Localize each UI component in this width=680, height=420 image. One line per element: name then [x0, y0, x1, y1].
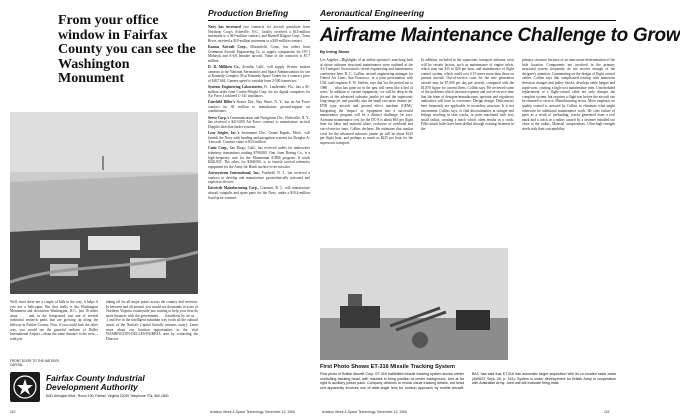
briefing-item: Conic Corp., San Diego, Calif., has received orders for underwater telemetry transmitters totaling $790,000. One, from Boeing Co., is a high-frequency unit for the Minuteman ICBM program. It totals $426,835. The other, for $368,000, is to furnish tactical telemetry equipment for the Army for Hawk surface-to-air missiles.	[208, 146, 310, 169]
article-column-1: Los Angeles—Highlights of an airline operator's searching look at future airframe structural maintenance were outlined at the Air Transport Association's recent engineering and maintenance conference here. R. C. Collins, aircraft engineering manager for United Air Lines, San Francisco, in a joint presentation with UAL staff engineer E. W. Steffen, says that 'for the period out to 1980 . . . what has gone on in the past will seem like a bed of roses.' In addition to current equipment, 'we will be deep in the throes of the advanced subsonic jumbo jet and the supersonic long-range jet, and possibly also the small executive charter jet.' $708 type aircraft and ground effect machine (GEM).' Integrating the 'impact' of equipment into a successful maintenance program will be a distinct challenge, he says. Airframe maintenance cost for the DC-8 is about $65 per flight hour for labor and material alone, exclusive of overhead and out-of-service time, Collins declares. He estimates that similar costs for the advanced subsonic jumbo jet will be about $125 per flight hour, and perhaps as much as $225 per hour for the supersonic transport.	[320, 58, 413, 145]
briefing-item: Kansas Aircraft Corp., Bloomfield, Conn., has orders from Grumman Aircraft Engineering Co. to supply components for OV-1 Mohawk and A-6A Intruder aircraft. Value of the contracts is $7.7 million.	[208, 44, 310, 63]
missile-tracking-photo-art	[320, 248, 508, 360]
briefing-item: D. B. Milliken Co., Arcadia, Calif., will supply 16-mm. motion cameras to the National Aeronautics and Space Administration for use at Kennedy Complex 39 at Kennedy Space Center for a contract price of $267,684. Camera speed is variable from 2-500 frames/sec.	[208, 64, 310, 83]
fairfax-seal-logo	[10, 372, 40, 402]
aeronautical-engineering-article	[320, 8, 680, 408]
advertisement	[10, 8, 198, 408]
production-briefing-items	[208, 25, 310, 200]
briefing-item: Lear Siegler, Inc.'s Instrument Div., Grand Rapids, Mich., will furnish the Navy with heading and navigation systems for Douglas A-4 aircraft. Contract value is $3.6 million.	[208, 131, 310, 145]
briefing-item: Fairchild Hiller's Stratos Div., Bay Shore, N. Y., has an Air Force contract for $1 million to manufacture ground-support air conditioners.	[208, 100, 310, 114]
left-magazine-footer: Aviation Week & Space Technology, December 12, 1966	[210, 410, 295, 414]
article-column-3: primary structure because of an unaccurate determination of the hole location. Components not involved in the primary structural system frequently do not receive enough of the designer's attention. Commenting on the design of flight control cables, Collins says that complicated routing with numerous direction changes and pulley blocks, develops cable fatigue and rapid wear, creating a high-cost maintenance item. Unscheduled replacement of a flight-control cable not only disrupts the complete system, but requires a flight test before the aircraft can be returned to service. Manufacturing errors. More emphasis on quality control is stressed by Collins to eliminate what might otherwise be additional maintenance work. He cites failure of parts as a result of preloading, cracks generated from a tool mark and a crack in a radius caused by a fastener installed too close to the radius. Material compromises. Ultra-high-strength steels with their susceptibility	[522, 58, 615, 131]
production-briefing-column	[208, 8, 310, 408]
photo-caption-body: First photo of British Aircraft Corp. ET-316 battlefield missile tracking system shows orbiter controlling tracking head, with missiles in firing position at center background. Unit at far right is auxiliary power pack. Company declines to reveal visual tracking details, but head unit apparently involves use of wide-angle lens for horizon approach by mobile aircraft. BAC has said that ET.316 has automatic target acquisition with its co-located radar radar (AW&ST Sept. 26, p. 161). System is under development for British Army in cooperation with Australian Army. Joint unit will evaluate firing trials.	[320, 372, 616, 390]
photo-caption-heading: First Photo Shows ET-316 Missile Tracking System	[320, 364, 455, 370]
production-briefing-heading: Production Briefing	[208, 8, 310, 21]
briefing-item: Servo Corp.'s Communication and Navigation Div., Hicksville, N. Y., has received a $413,000 Air Force contract to manufacture tactical Doppler direction finder systems.	[208, 115, 310, 129]
left-page-number: 110	[10, 410, 16, 414]
right-magazine-footer: Aviation Week & Space Technology, December 12, 1966	[322, 410, 407, 414]
article-column-2: In addition, included in the supersonic transport airframe costs will be certain factors, such as maintenance of engine inlets, which may run $15 to $20 per hour, and maintenance of flight control system, which could cost 4-15 times more than those on present aircraft. Out-of-service costs for the new generation aircraft may be $7,000 per day per aircraft, compared with the $1,870 figure for current fleets, Collins says. He reviewed some of the problems which increase expense and out-of-service time that the team of designer/manufacturer, operator and regulatory authorities will have to overcome: Design design. Deficiencies here frequently are applicable to secondary structure. It is not uncommon, Collins says, to find discontinuities at stringer end fittings resulting in skin cracks, or parts machined with very small radius, creating a notch which often results in a crack. Fillet attach holes have been drilled through existing fasteners in the	[421, 58, 514, 131]
ad-caption: FRONT DOOR TO THE NATION'S CAPITAL	[10, 359, 60, 367]
briefing-item: Navy has increased two contracts for aircraft parachute from Northrop Corp's Asheville, N.C., facility received a $14-million increment to a $19-million contract, and Burnell Kilgore Corp., Toms River, received a $10-million increment to a $29-million contract.	[208, 25, 310, 43]
ad-address: 8411 Arlington Blvd., Room 100, Fairfax, Virginia 22030 Telephone 703, 560-1800	[46, 394, 169, 398]
briefing-item: Astrosystems International, Inc., Fairfield, N. J., has received a contract to develop and manufacture pyrotechnically activated and explosive devices.	[208, 170, 310, 185]
right-page-number: 115	[604, 410, 610, 414]
ad-authority-name: Fairfax County Industrial Development Authority	[46, 373, 145, 392]
missile-tracking-photo	[320, 248, 508, 360]
article-byline: By Irving Stone	[320, 49, 350, 54]
article-body	[320, 58, 616, 238]
briefing-item: Entwistle Manufacturing Corp., Cranston, R. I., will manufacture aircraft catapults and spare parts for the Navy, under a $10.4-million fixed-price contract.	[208, 186, 310, 200]
section-heading: Aeronautical Engineering	[320, 8, 616, 21]
ad-headline: From your office window in Fairfax County you can see the Washington Monument	[58, 13, 196, 86]
ad-body-right: taking off for all major points across the country and overseas. In between and all around, you would see thousands of acres of Northern Virginia countryside just waiting to help your firm do more business with the government . . . (fastidious by air as . . .) and live in the intelligent suburban way (with all the cultural assets of the Nation's Capital literally minutes away). Learn more about our location opportunities in the vital WASHINGTON-DULLES-FAIRFAX area by contacting the Director:	[106, 300, 198, 341]
ad-body-left: Well, since there are a couple of hills in the way, it helps if you use a helicopter. But that really is the Washington Monument and downtown Washington, D.C., just 16 miles away . . . and, in the foreground, just one of several industrial research parks that are growing up along the beltway in Fairfax County. Now, if you could look the other way, you would see the graceful outlines of Dulles International Airport—about the same distance to the west—with jets	[10, 300, 98, 341]
seal-icon	[10, 372, 40, 402]
briefing-item: Systems Engineering Laboratories, Ft. Lauderdale, Fla., has a $1-million order from Curtiss-Wright Corp. for six digital computers for Air Force Lockheed C-141 simulators.	[208, 84, 310, 99]
article-title: Airframe Maintenance Challenge to Grow	[320, 25, 680, 46]
aerial-photo-art	[10, 112, 198, 294]
photo-caption	[320, 364, 616, 390]
aerial-photo	[10, 112, 198, 294]
